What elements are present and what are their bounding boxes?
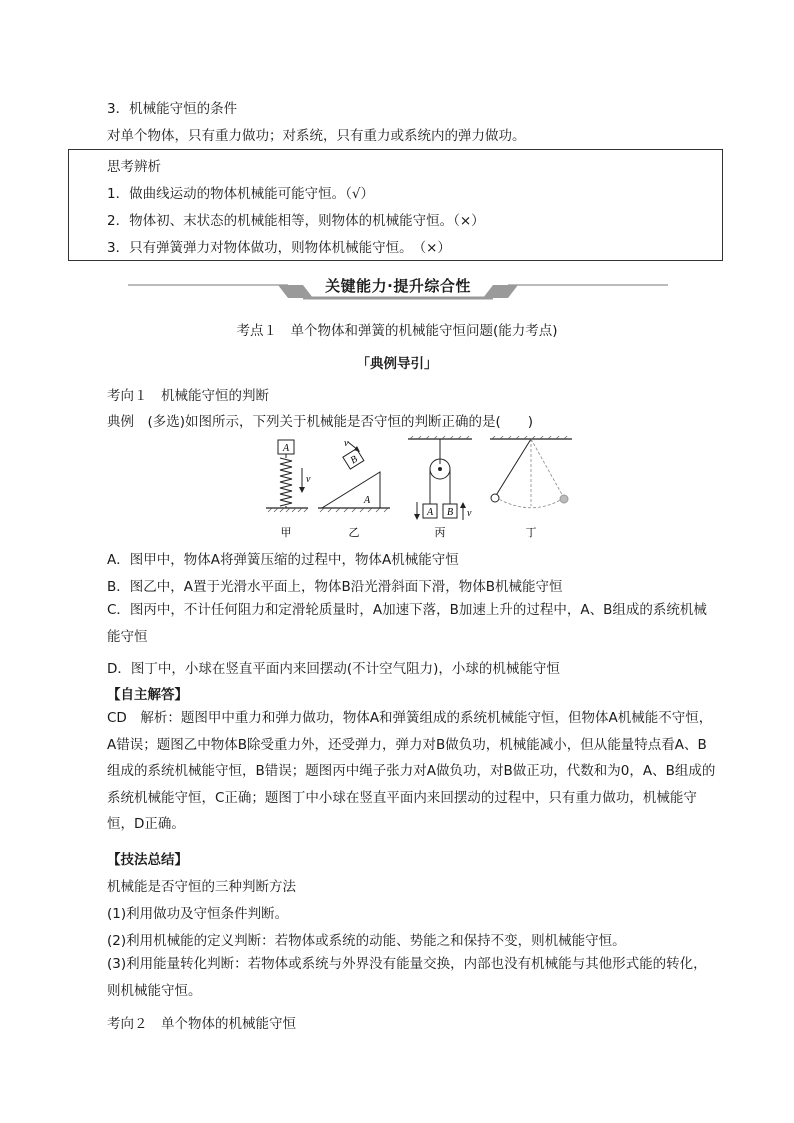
block-a-label: A (364, 495, 371, 506)
summary-item: (3)利用能量转化判断：若物体或系统与外界没有能量交换，内部也没有机械能与其他形式能的转化，则机械能守恒。 (107, 956, 707, 999)
think-box-title: 思考辨析 (107, 159, 161, 175)
think-item: 1．做曲线运动的物体机械能可能守恒。（√） (107, 186, 374, 202)
answer-text: CD 解析：题图甲中重力和弹力做功，物体A和弹簧组成的系统机械能守恒，但物体A机械能不守恒，A错误；题图乙中物体B除受重力外，还受弹力，弹力对B做负功，机械能减小，但从能量特点看A、B组成的系统机械能守恒，B错误；题图丙中绳子张力对A做负功，对B做正功，代数和为0，A、B组成的系统机械能守恒，C正确；题图丁中小球在竖直平面内来回摆动的过程中，只有重力做功，机械能守恒，D正确。 (107, 710, 716, 832)
think-item: 2．物体初、末状态的机械能相等，则物体的机械能守恒。（×） (107, 213, 485, 229)
banner-title: 关键能力·提升综合性 (325, 277, 471, 295)
option-d: D．图丁中，小球在竖直平面内来回摆动(不计空气阻力)，小球的机械能守恒 (107, 661, 560, 677)
summary-item: (1)利用做功及守恒条件判断。 (107, 906, 289, 922)
figure-label: 乙 (348, 527, 360, 539)
example-stem: 典例 (多选)如图所示，下列关于机械能是否守恒的判断正确的是( ) (107, 414, 534, 430)
section-heading: 3．机械能守恒的条件 (107, 101, 238, 117)
block-b-label: B (446, 507, 454, 518)
kaoxiang-title: 考向１ 机械能守恒的判断 (107, 388, 269, 404)
velocity-label: v (344, 438, 349, 449)
summary-intro: 机械能是否守恒的三种判断方法 (107, 879, 296, 895)
summary-title: 【技法总结】 (107, 852, 188, 868)
option-a: A．图甲中，物体A将弹簧压缩的过程中，物体A机械能守恒 (107, 552, 459, 568)
section-text: 对单个物体，只有重力做功；对系统，只有重力或系统内的弹力做功。 (107, 128, 526, 144)
kaodian-title: 考点１ 单个物体和弹簧的机械能守恒问题(能力考点) (236, 323, 558, 339)
block-a-label: A (426, 507, 434, 518)
think-item: 3．只有弹簧弹力对物体做功，则物体机械能守恒。 （×） (107, 240, 451, 256)
option-b: B．图乙中，A置于光滑水平面上，物体B沿光滑斜面下滑，物体B机械能守恒 (107, 579, 563, 595)
figure-ding (490, 436, 572, 508)
answer-title: 【自主解答】 (107, 687, 188, 703)
summary-item: (2)利用机械能的定义判断：若物体或系统的动能、势能之和保持不变，则机械能守恒。 (107, 933, 626, 949)
section-banner (128, 272, 668, 302)
guide-title: 「典例导引」 (356, 356, 438, 372)
figure-yi (318, 438, 390, 512)
block-b-label: B (348, 453, 360, 467)
think-box (68, 149, 723, 261)
figure-label: 丙 (434, 527, 446, 539)
option-c: C．图丙中，不计任何阻力和定滑轮质量时，A加速下落，B加速上升的过程中，A、B组成的系统机械能守恒 (107, 602, 707, 645)
kaoxiang-title: 考向２ 单个物体的机械能守恒 (107, 1016, 296, 1032)
physics-figure (262, 436, 582, 546)
figure-label: 丁 (525, 527, 537, 539)
block-a-label: A (282, 443, 290, 454)
velocity-label: v (467, 508, 472, 519)
figure-bing (408, 436, 472, 520)
figure-jia (266, 440, 311, 512)
velocity-label: v (306, 474, 311, 485)
figure-label: 甲 (280, 527, 292, 539)
